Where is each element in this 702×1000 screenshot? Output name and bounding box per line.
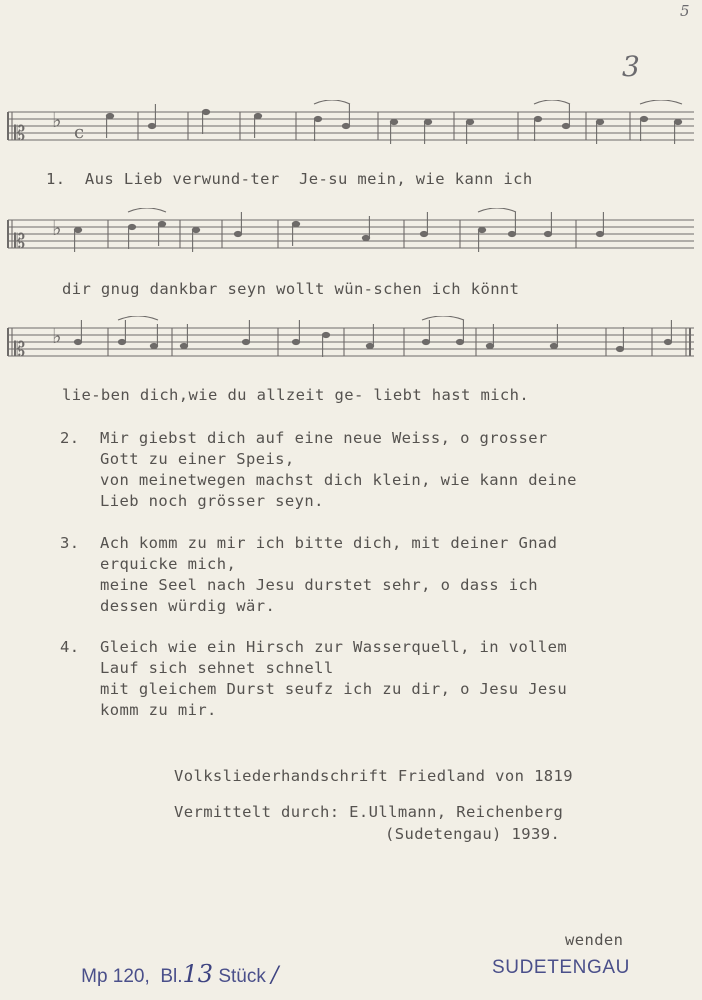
verse-line: erquicke mich, [100,555,237,573]
page-number: 3 [622,50,640,83]
note-head [342,123,349,128]
verse-line: komm zu mir. [100,701,217,719]
music-staff-2 [0,208,702,268]
slur [478,208,516,212]
note-head [596,119,603,124]
svg-text:𝄡: 𝄡 [14,229,26,253]
note-head [508,231,515,236]
slur [640,100,682,104]
clef-symbol: 𝄡 [14,121,26,145]
source-line-2: Vermittelt durch: E.Ullmann, Reichenberg [174,803,564,821]
note-head [674,119,681,124]
verse-2 [62,428,577,512]
lyric-line-3: lie-ben dich,wie du allzeit ge- liebt hast mich. [62,386,530,404]
slur [128,208,166,212]
note-head [420,231,427,236]
note-head [456,339,463,344]
note-head [180,343,187,348]
verse-number: 3. [60,534,80,552]
piece-label: Stück [218,966,266,987]
svg-text:♭: ♭ [52,216,62,240]
verse-line: von meinetwegen machst dich klein, wie kann deine [100,471,577,489]
note-head [422,339,429,344]
note-head [534,116,541,121]
sudetengau-stamp: SUDETENGAU [492,957,630,978]
note-head [234,231,241,236]
sheet-number-handwritten: 13 [182,960,214,988]
note-head [118,339,125,344]
note-head [202,109,209,114]
note-head [664,339,671,344]
note-head [466,119,473,124]
folio-number: 5 [680,2,690,20]
svg-text:𝄡: 𝄡 [14,337,26,361]
piece-mark: / [271,963,279,988]
lyric-line-2: dir gnug dankbar seyn wollt wün-schen ich könnt [62,280,520,298]
note-head [150,343,157,348]
verse-line: Ach komm zu mir ich bitte dich, mit deiner Gnad [100,534,558,552]
note-head [106,113,113,118]
shelfmark-stamp [60,938,279,1000]
verse-line: Mir giebst dich auf eine neue Weiss, o grosser [100,429,548,447]
verse-line: dessen würdig wär. [100,597,276,615]
verse-number: 2. [60,429,80,447]
source-line-1: Volksliederhandschrift Friedland von 1819 [174,767,574,785]
slur [314,100,350,104]
note-head [74,227,81,232]
verse-line: meine Seel nach Jesu durstet sehr, o dass ich [100,576,538,594]
verse-4 [62,637,567,721]
note-head [158,221,165,226]
music-staff-1 [0,100,702,160]
note-head [640,116,647,121]
time-signature: c [74,122,85,143]
note-head [550,343,557,348]
note-head [478,227,485,232]
note-head [486,343,493,348]
note-head [616,346,623,351]
verse-line: Lieb noch grösser seyn. [100,492,324,510]
note-head [192,227,199,232]
slur [534,100,570,104]
verse-number: 4. [60,638,80,656]
verse-line: mit gleichem Durst seufz ich zu dir, o Jesu Jesu [100,680,568,698]
note-head [322,332,329,337]
source-line-3: (Sudetengau) 1939. [385,825,561,843]
note-head [242,339,249,344]
verse-line: Lauf sich sehnet schnell [100,659,334,677]
note-head [314,116,321,121]
note-head [562,123,569,128]
note-head [366,343,373,348]
turn-over-note: wenden [565,931,624,949]
slur [422,316,464,320]
note-head [292,221,299,226]
note-head [128,224,135,229]
note-head [74,339,81,344]
verse-line: Gott zu einer Speis, [100,450,295,468]
shelfmark-text: Mp 120, Bl. [81,966,183,987]
note-head [362,235,369,240]
verse-line: Gleich wie ein Hirsch zur Wasserquell, in vollem [100,638,568,656]
note-head [390,119,397,124]
note-head [292,339,299,344]
slur [118,316,158,320]
note-head [148,123,155,128]
svg-text:♭: ♭ [52,324,62,348]
flat-sign: ♭ [52,108,62,132]
note-head [596,231,603,236]
music-staff-3 [0,316,702,376]
note-head [424,119,431,124]
verse-3 [62,533,557,617]
lyric-line-1: 1. Aus Lieb verwund-ter Je-su mein, wie kann ich [46,170,533,188]
note-head [254,113,261,118]
note-head [544,231,551,236]
